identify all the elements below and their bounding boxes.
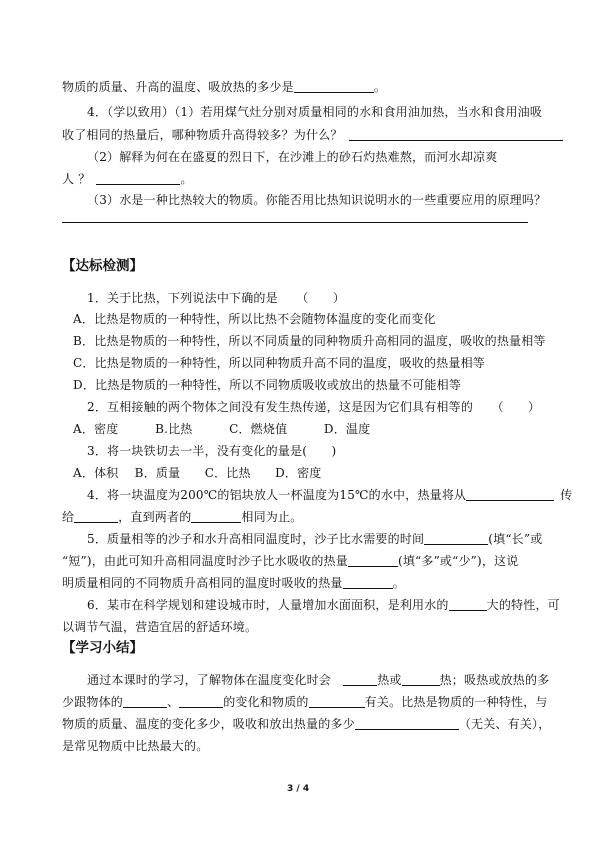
answer-blank[interactable] [309, 695, 365, 708]
answer-blank[interactable] [349, 128, 563, 141]
answer-blank[interactable] [179, 695, 223, 708]
text-fragment: 热或 [377, 673, 402, 687]
text-fragment: 物质的质量、温度的变化多少，吸收和放出热量的多少 [62, 717, 355, 731]
text-fragment: （无关、有关）， [458, 717, 551, 731]
text-fragment: 人 ？ [62, 172, 91, 186]
question-4-line-2 [62, 128, 563, 142]
answer-blank[interactable] [424, 532, 488, 545]
question-4-3: （3）水是一种比热较大的物质。你能否用比热知识说明水的一些重要应用的原理吗？ [87, 193, 547, 207]
text-fragment: 大的特性，可 [486, 598, 560, 612]
text-fragment: 。 [180, 172, 193, 186]
text-fragment: 6．某市在科学规划和建设城市时，人量增加水面面积，是利用水的 [87, 598, 449, 612]
page-number: 3 / 4 [287, 784, 310, 794]
summary-line-3 [62, 717, 550, 731]
text-fragment: ，直到两者的 [118, 510, 192, 524]
answer-blank[interactable] [343, 673, 377, 686]
text-fragment: 少跟物体的 [62, 695, 124, 709]
text-fragment: (填“多”或“少”)，这说 [397, 554, 519, 568]
question-4-line-2 [62, 510, 302, 524]
answer-blank[interactable] [294, 80, 374, 93]
text-fragment: 传 [560, 488, 573, 502]
text-fragment: 有关。比热是物质的一种特性，与 [364, 695, 548, 709]
text-fragment: 明质量相同的不同物质升高相同的温度时吸收的热量 [62, 576, 343, 590]
answer-blank[interactable] [348, 554, 398, 567]
section-heading-assessment: 【达标检测】 [62, 258, 143, 274]
question-1-option-c: C．比热是物质的一种特性，所以同种物质升高不同的温度，吸收的热量相等 [73, 356, 485, 370]
text-fragment: 物质的质量、升高的温度、吸放热的多少是 [62, 80, 294, 94]
question-5-line-2 [62, 554, 518, 568]
text-fragment: 。 [392, 576, 405, 590]
text-fragment: 通过本课时的学习，了解物体在温度变化时会 [87, 673, 344, 687]
answer-blank[interactable] [466, 488, 554, 501]
text-fragment: 给 [62, 510, 75, 524]
answer-blank[interactable] [96, 172, 180, 185]
answer-line[interactable] [62, 222, 528, 223]
answer-blank[interactable] [191, 510, 241, 523]
text-line [62, 80, 386, 94]
text-fragment: 4．将一块温度为200℃的铝块放人一杯温度为15℃的水中，热量将从 [87, 488, 467, 502]
text-fragment: 收了相同的热量后，哪种物质升高得较多？为什么？ [62, 128, 343, 142]
question-4-line-1: 4．（学以致用）（1）若用煤气灶分别对质量相同的水和食用油加热，当水和食用油吸 [87, 105, 543, 119]
question-4-2-line-2 [62, 172, 193, 186]
answer-blank[interactable] [343, 576, 393, 589]
section-heading-summary: 【学习小结】 [62, 640, 143, 656]
answer-blank[interactable] [449, 598, 487, 611]
text-fragment: 相同为止。 [241, 510, 303, 524]
text-fragment: (填“长”或 [488, 532, 543, 546]
text-fragment: “短”)，由此可知升高相同温度时沙子比水吸收的热量 [62, 554, 348, 568]
text-fragment: 、 [167, 695, 180, 709]
answer-blank[interactable] [402, 673, 440, 686]
answer-blank[interactable] [74, 510, 118, 523]
answer-blank[interactable] [123, 695, 167, 708]
question-2: 2．互相接触的两个物体之间没有发生热传递，这是因为它们具有相等的 （ ） [87, 400, 541, 414]
summary-line-2 [62, 695, 548, 709]
summary-line-4: 是常见物质中比热最大的。 [62, 739, 209, 753]
question-1-option-b: B．比热是物质的一种特性，所以不同质量的同种物质升高相同的温度，吸收的热量相等 [73, 334, 546, 348]
question-4-line-1 [87, 488, 572, 502]
question-1: 1．关于比热，下列说法中下确的是 （ ） [87, 291, 346, 305]
question-1-option-a: A．比热是物质的一种特性，所以比热不会随物体温度的变化而变化 [73, 312, 436, 326]
summary-line-1 [87, 673, 549, 687]
question-6-line-1 [87, 598, 560, 612]
question-5-line-1 [87, 532, 542, 546]
question-5-line-3 [62, 576, 405, 590]
text-fragment: 热；吸热或放热的多 [439, 673, 550, 687]
question-3-options: A．体积 B．质量 C．比热 D．密度 [73, 466, 322, 480]
question-6-line-2: 以调节气温，营造宜居的舒适环境。 [62, 620, 258, 634]
question-4-2-line-1: （2）解释为何在在盛夏的烈日下，在沙滩上的砂石灼热难熬，而河水却凉爽 [87, 150, 498, 164]
text-fragment: 。 [373, 80, 387, 94]
question-2-options: A．密度 B.比热 C．燃烧值 D．温度 [73, 422, 371, 436]
text-fragment: 的变化和物质的 [223, 695, 309, 709]
question-1-option-d: D．比热是物质的一种特性，所以不同物质吸收或放出的热量不可能相等 [73, 378, 462, 392]
text-fragment: 5．质量相等的沙子和水升高相同温度时，沙子比水需要的时间 [87, 532, 425, 546]
answer-blank[interactable] [355, 717, 459, 730]
question-3: 3．将一块铁切去一半，没有变化的量是( ) [87, 444, 337, 458]
